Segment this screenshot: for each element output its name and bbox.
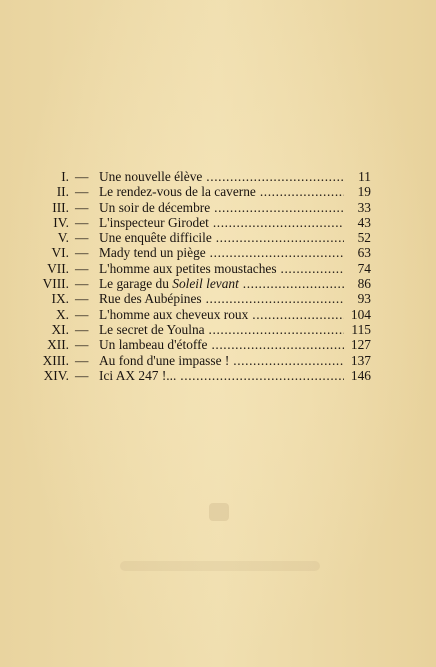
chapter-title — [99, 322, 344, 337]
chapter-title-text: Une enquête difficile — [99, 230, 212, 246]
chapter-number: VII. — [47, 260, 69, 276]
chapter-title-prefix: Le garage du — [99, 276, 173, 292]
dot-leader — [256, 184, 344, 199]
chapter-title-text: Un soir de décembre — [99, 199, 211, 215]
toc-entry — [40, 215, 370, 230]
chapter-page: 63 — [357, 245, 371, 261]
chapter-number: XII. — [47, 337, 69, 353]
dot-leader — [206, 245, 344, 260]
chapter-title-italic: Soleil levant — [172, 276, 239, 292]
dot-leader — [229, 353, 344, 368]
chapter-title — [99, 230, 344, 245]
toc-entry — [40, 322, 370, 337]
chapter-number: XI. — [51, 321, 69, 337]
chapter-page: 33 — [357, 199, 371, 215]
chapter-dash: — — [75, 337, 89, 353]
chapter-title — [99, 200, 344, 215]
chapter-dash: — — [75, 230, 89, 246]
chapter-title-text: Un lambeau d'étoffe — [99, 337, 208, 353]
chapter-dash: — — [75, 367, 89, 383]
chapter-page: 19 — [357, 184, 371, 200]
table-of-contents — [40, 169, 370, 383]
toc-entry — [40, 276, 370, 291]
chapter-dash: — — [75, 260, 89, 276]
chapter-dash: — — [75, 276, 89, 292]
toc-entry — [40, 353, 370, 368]
chapter-page: 74 — [357, 260, 371, 276]
chapter-dash: — — [75, 169, 89, 184]
chapter-title-text: Une nouvelle élève — [99, 169, 203, 184]
chapter-title-text: Au fond d'une impasse ! — [99, 352, 230, 368]
toc-entry — [40, 291, 370, 306]
chapter-page: 104 — [350, 306, 371, 322]
show-through-text — [120, 561, 320, 571]
chapter-title-text: Mady tend un piège — [99, 245, 206, 261]
chapter-title-text: Rue des Aubépines — [99, 291, 202, 307]
chapter-dash: — — [75, 214, 89, 230]
dot-leader — [202, 291, 344, 306]
chapter-page: 127 — [350, 337, 371, 353]
chapter-dash: — — [75, 306, 89, 322]
dot-leader — [248, 307, 344, 322]
chapter-page: 86 — [357, 276, 371, 292]
chapter-number: VI. — [51, 245, 69, 261]
chapter-title — [99, 169, 344, 184]
dot-leader — [210, 200, 344, 215]
chapter-title-text: L'inspecteur Girodet — [99, 214, 209, 230]
chapter-page: 137 — [350, 352, 371, 368]
chapter-title-text: Le secret de Youlna — [99, 321, 205, 337]
chapter-number: X. — [55, 306, 69, 322]
chapter-title — [99, 184, 344, 199]
chapter-page: 93 — [357, 291, 371, 307]
chapter-title — [99, 368, 344, 383]
chapter-number: I. — [61, 169, 69, 184]
chapter-number: VIII. — [42, 276, 69, 292]
chapter-title — [99, 307, 344, 322]
chapter-number: III. — [52, 199, 69, 215]
toc-entry — [40, 337, 370, 352]
toc-entry — [40, 184, 370, 199]
dot-leader — [208, 337, 344, 352]
dot-leader — [212, 230, 344, 245]
chapter-title — [99, 215, 344, 230]
chapter-number: XIII. — [42, 352, 69, 368]
toc-entry — [40, 169, 370, 184]
show-through-emblem — [209, 503, 229, 521]
dot-leader — [209, 215, 344, 230]
chapter-dash: — — [75, 199, 89, 215]
chapter-page: 146 — [350, 367, 371, 383]
dot-leader — [202, 169, 344, 184]
chapter-page: 11 — [358, 169, 371, 184]
toc-entry — [40, 230, 370, 245]
chapter-title-text: L'homme aux petites moustaches — [99, 260, 277, 276]
toc-entry — [40, 368, 370, 383]
chapter-dash: — — [75, 291, 89, 307]
chapter-title — [99, 353, 344, 368]
chapter-page: 115 — [351, 321, 371, 337]
toc-entry — [40, 200, 370, 215]
dot-leader — [205, 322, 344, 337]
dot-leader — [176, 368, 344, 383]
chapter-dash: — — [75, 184, 89, 200]
chapter-number: IV. — [53, 214, 69, 230]
chapter-dash: — — [75, 352, 89, 368]
toc-entry — [40, 307, 370, 322]
chapter-number: XIV. — [43, 367, 69, 383]
chapter-title — [99, 261, 344, 276]
chapter-title — [99, 276, 344, 291]
chapter-dash: — — [75, 245, 89, 261]
chapter-title-text: Ici AX 247 !... — [99, 367, 177, 383]
chapter-number: IX. — [51, 291, 69, 307]
dot-leader — [277, 261, 344, 276]
chapter-title — [99, 245, 344, 260]
toc-entry — [40, 261, 370, 276]
chapter-page: 43 — [357, 214, 371, 230]
chapter-title-text: L'homme aux cheveux roux — [99, 306, 249, 322]
chapter-number: II. — [56, 184, 69, 200]
chapter-number: V. — [57, 230, 69, 246]
chapter-dash: — — [75, 321, 89, 337]
chapter-title — [99, 337, 344, 352]
toc-entry — [40, 245, 370, 260]
chapter-title — [99, 291, 344, 306]
chapter-title-text: Le rendez-vous de la caverne — [99, 184, 256, 200]
dot-leader — [239, 276, 344, 291]
chapter-page: 52 — [357, 230, 371, 246]
